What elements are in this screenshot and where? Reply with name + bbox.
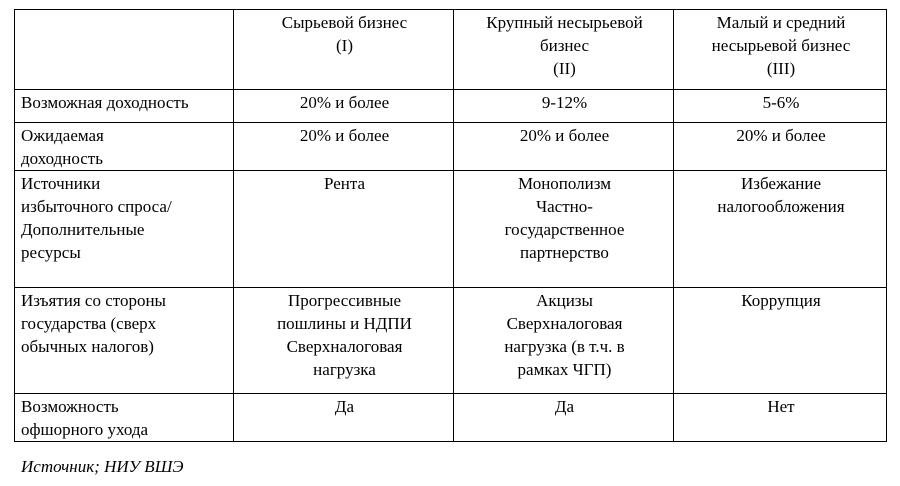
table-cell: Да xyxy=(234,394,454,442)
table-cell: Избежание налогообложения xyxy=(674,171,887,288)
table-cell: 5-6% xyxy=(674,90,887,123)
table-cell: 20% и более xyxy=(234,90,454,123)
source-caption: Источник; НИУ ВШЭ xyxy=(21,457,184,476)
table-row xyxy=(15,394,887,442)
table-cell: Да xyxy=(454,394,674,442)
row-label: Ожидаемая доходность xyxy=(15,123,234,171)
header-row xyxy=(15,10,887,90)
table-row xyxy=(15,288,887,394)
header-cell-empty xyxy=(15,10,234,90)
row-label: Возможность офшорного ухода xyxy=(15,394,234,442)
table-cell: Нет xyxy=(674,394,887,442)
table-cell: Коррупция xyxy=(674,288,887,394)
header-cell-raw-materials-business: Сырьевой бизнес (I) xyxy=(234,10,454,90)
table-row xyxy=(15,123,887,171)
row-label: Возможная доходность xyxy=(15,90,234,123)
header-cell-small-medium-business: Малый и средний несырьевой бизнес (III) xyxy=(674,10,887,90)
header-cell-large-non-raw-business: Крупный несырьевой бизнес (II) xyxy=(454,10,674,90)
table-cell: 20% и более xyxy=(674,123,887,171)
table-cell: Прогрессивные пошлины и НДПИ Сверхналоговая нагрузка xyxy=(234,288,454,394)
table-row xyxy=(15,90,887,123)
comparison-table xyxy=(14,9,887,442)
table-cell: Монополизм Частно- государственное партнерство xyxy=(454,171,674,288)
table-row xyxy=(15,171,887,288)
row-label: Изъятия со стороны государства (сверх обычных налогов) xyxy=(15,288,234,394)
table-cell: 9-12% xyxy=(454,90,674,123)
table-cell: 20% и более xyxy=(454,123,674,171)
row-label: Источники избыточного спроса/ Дополнительные ресурсы xyxy=(15,171,234,288)
table-cell: Рента xyxy=(234,171,454,288)
table-cell: Акцизы Сверхналоговая нагрузка (в т.ч. в рамках ЧГП) xyxy=(454,288,674,394)
table-cell: 20% и более xyxy=(234,123,454,171)
